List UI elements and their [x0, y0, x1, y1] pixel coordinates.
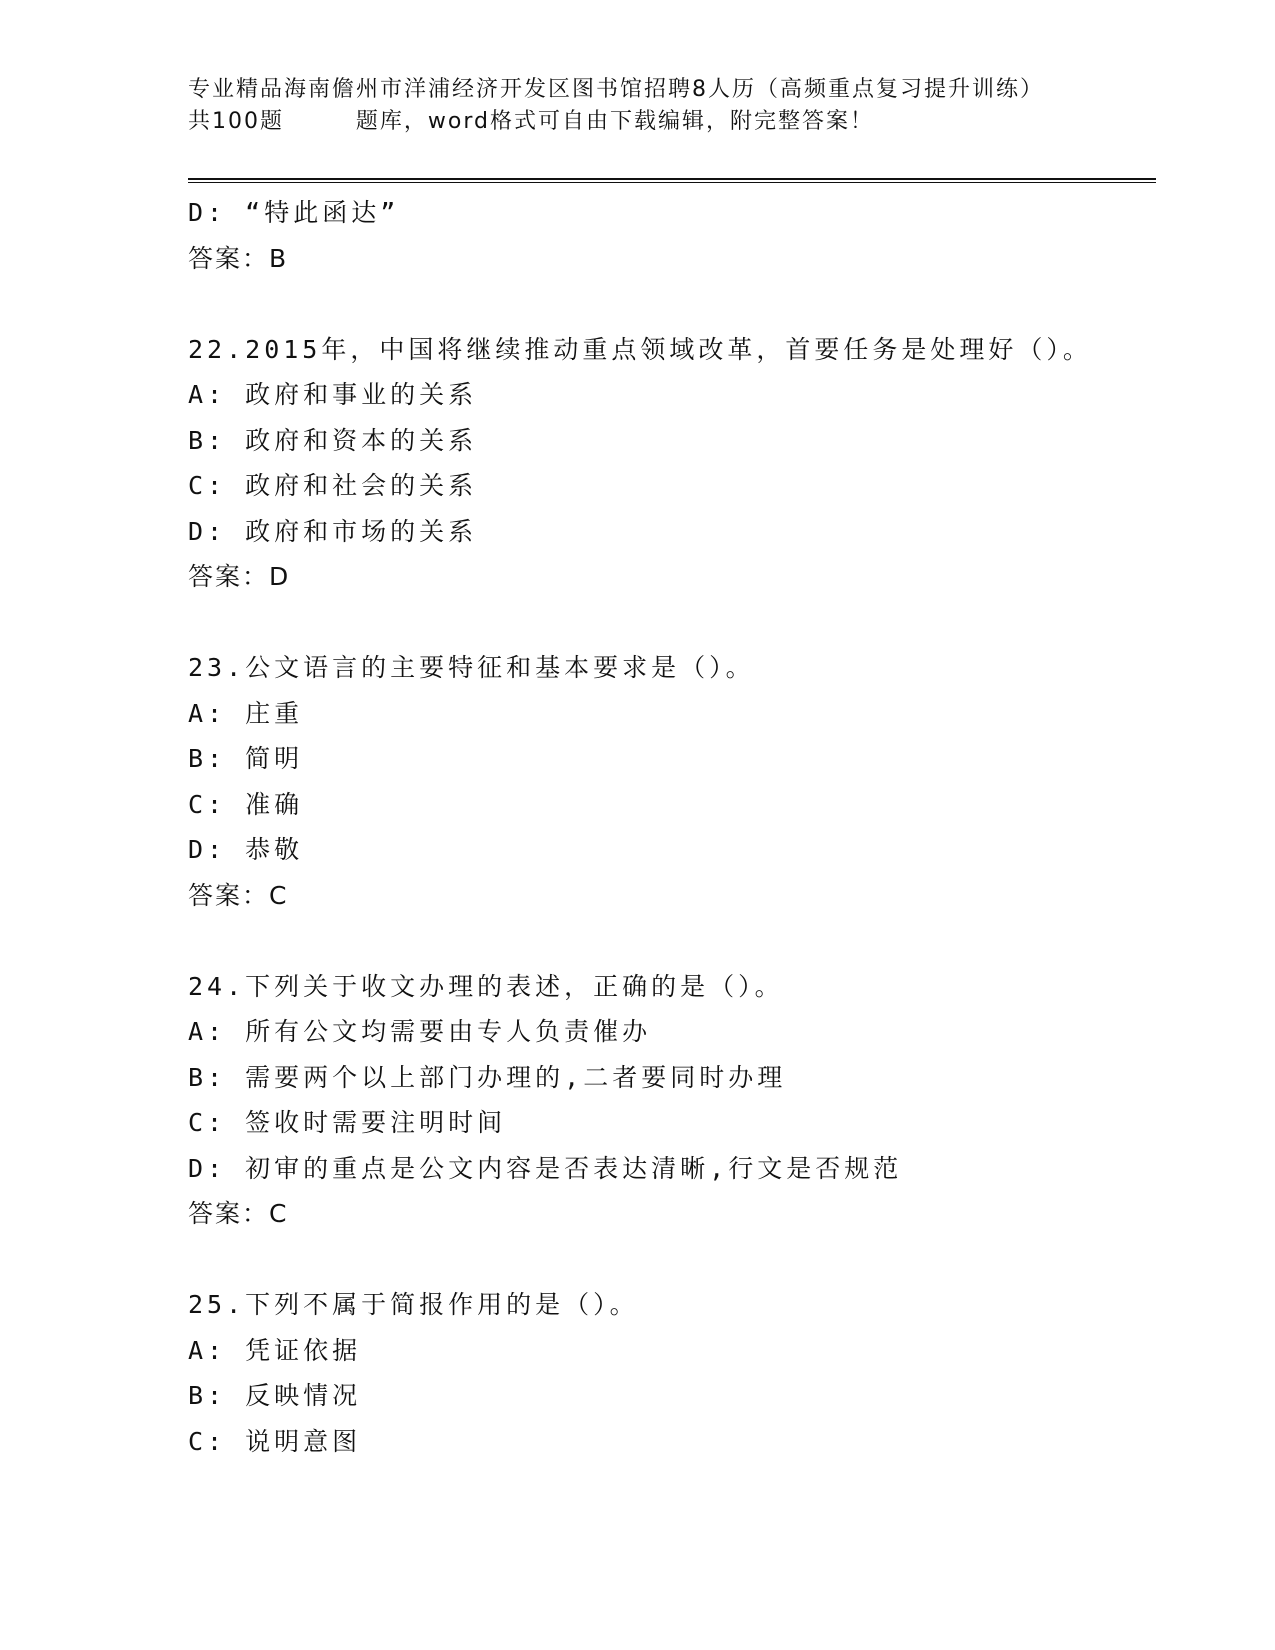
option-a: A: 政府和事业的关系 [188, 380, 478, 409]
option-d: D: 政府和市场的关系 [188, 516, 478, 546]
option-b: B: 简明 [188, 744, 304, 773]
question-stem: 23.公文语言的主要特征和基本要求是（）。 [188, 653, 755, 682]
answer-line: 答案：C [188, 1199, 289, 1228]
option-b: B: 需要两个以上部门办理的,二者要同时办理 [188, 1062, 787, 1092]
answer-line: 答案：D [188, 562, 291, 591]
option-d: D: 恭敬 [188, 835, 304, 864]
option-b: B: 反映情况 [188, 1381, 362, 1410]
option-a: A: 庄重 [188, 698, 304, 728]
option-c: C: 准确 [188, 789, 304, 819]
option-d: D: 初审的重点是公文内容是否表达清晰,行文是否规范 [188, 1153, 903, 1183]
header-subtitle: 共100题 题库，word格式可自由下载编辑，附完整答案！ [188, 109, 875, 134]
question-25 [188, 1282, 1156, 1464]
option-c: C: 政府和社会的关系 [188, 471, 478, 500]
question-stem: 25.下列不属于简报作用的是（）。 [188, 1290, 639, 1319]
answer-line: 答案：C [188, 880, 289, 910]
option-b: B: 政府和资本的关系 [188, 425, 478, 455]
page-header [188, 74, 1088, 138]
question-list [188, 190, 1156, 1464]
option-c: C: 说明意图 [188, 1426, 362, 1456]
question-stem: 24.下列关于收文办理的表述，正确的是（）。 [188, 971, 784, 1001]
option-c: C: 签收时需要注明时间 [188, 1108, 507, 1137]
header-rule-thick [188, 178, 1156, 180]
option-d: D: “特此函达” [188, 198, 400, 227]
header-title: 专业精品海南儋州市洋浦经济开发区图书馆招聘8人历（高频重点复习提升训练） [188, 77, 1044, 102]
question-23 [188, 645, 1156, 918]
header-rule-thin [188, 182, 1156, 183]
option-a: A: 凭证依据 [188, 1335, 362, 1365]
question-24 [188, 964, 1156, 1237]
option-a: A: 所有公文均需要由专人负责催办 [188, 1017, 652, 1046]
question-22 [188, 327, 1156, 600]
answer-line: 答案：B [188, 243, 289, 273]
question-stem: 22.2015年，中国将继续推动重点领域改革，首要任务是处理好（）。 [188, 334, 1092, 364]
